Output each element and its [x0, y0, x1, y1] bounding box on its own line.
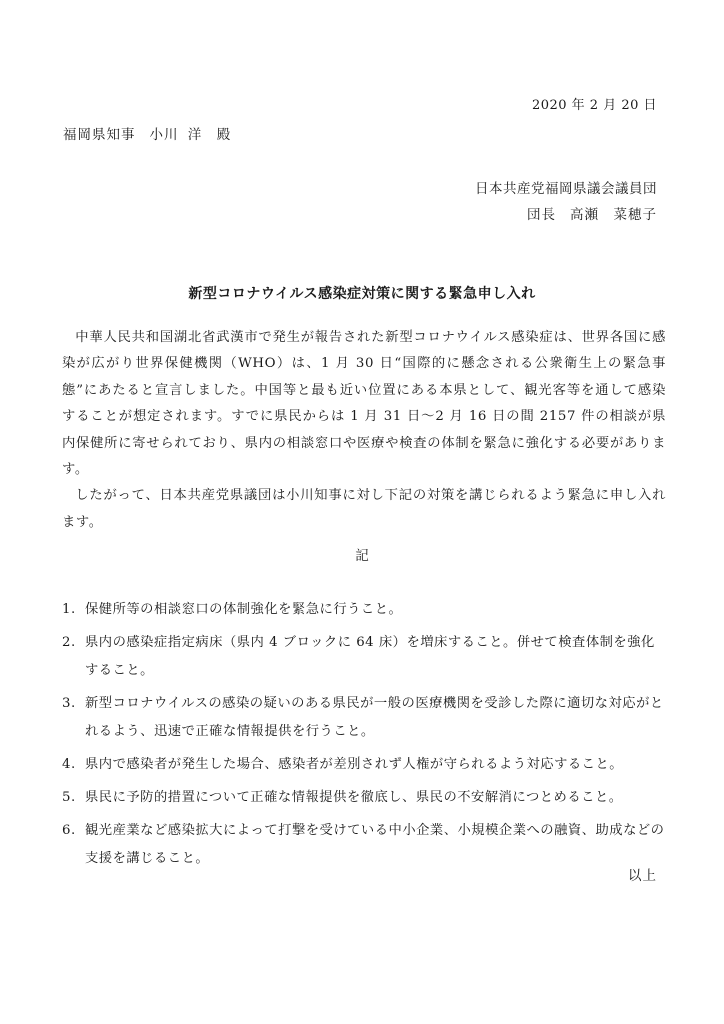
- item-text: 県内の感染症指定病床（県内 4 ブロックに 64 床）を増床すること。併せて検査体制を強化すること。: [85, 635, 655, 678]
- sender-role: 団長: [527, 207, 556, 223]
- item-text: 県民に予防的措置について正確な情報提供を徹底し、県民の不安解消につとめること。: [85, 790, 623, 805]
- item-number: 1.: [62, 602, 76, 617]
- document-date: 2020 年 2 月 20 日: [531, 98, 657, 113]
- body-paragraph: したがって、日本共産党県議団は小川知事に対し下記の対策を講じられるよう緊急に申し入れます。: [62, 488, 666, 530]
- item-number: 4.: [62, 757, 76, 772]
- list-item: [62, 629, 666, 685]
- addressee-name: 小川 洋 殿: [149, 127, 232, 143]
- request-list: [62, 596, 666, 878]
- body-text: [62, 325, 666, 536]
- item-number: 6.: [62, 823, 76, 838]
- item-number: 5.: [62, 790, 76, 805]
- ki-heading: 記: [355, 548, 369, 564]
- closing-mark: 以上: [628, 868, 657, 884]
- item-text: 新型コロナウイルスの感染の疑いのある県民が一般の医療機関を受診した際に適切な対応がとれるよう、迅速で正確な情報提供を行うこと。: [85, 696, 664, 739]
- list-item: [62, 690, 666, 746]
- item-number: 2.: [62, 635, 76, 650]
- sender-representative: [527, 203, 657, 223]
- sender-organization: 日本共産党福岡県議会議員団: [475, 181, 657, 197]
- addressee-title: 福岡県知事: [63, 127, 136, 143]
- item-text: 保健所等の相談窓口の体制強化を緊急に行うこと。: [85, 602, 403, 617]
- list-item: [62, 784, 666, 812]
- list-item: [62, 596, 666, 624]
- list-item: [62, 817, 666, 873]
- item-text: 観光産業など感染拡大によって打撃を受けている中小企業、小規模企業への融資、助成などの支援を講じること。: [85, 823, 665, 866]
- list-item: [62, 751, 666, 779]
- item-number: 3.: [62, 696, 76, 711]
- item-text: 県内で感染者が発生した場合、感染者が差別されず人権が守られるよう対応すること。: [85, 757, 624, 772]
- sender-name: 高瀬 菜穂子: [570, 207, 657, 223]
- addressee: [63, 123, 231, 143]
- document-title: 新型コロナウイルス感染症対策に関する緊急申し入れ: [188, 286, 536, 302]
- body-paragraph: 中華人民共和国湖北省武漢市で発生が報告された新型コロナウイルス感染症は、世界各国に感染が広がり世界保健機関（WHO）は、1 月 30 日“国際的に懸念される公衆衛生上の緊急事態”にあたると宣言しました。中国等と最も近い位置にある本県として、観光客等を通して感染することが想定されます。すでに県民からは 1 月 31 日～2 月 16 日の間 2157 件の相談が県内保健所に寄せられており、県内の相談窓口や医療や検査の体制を緊急に強化する必要があります。: [62, 330, 666, 478]
